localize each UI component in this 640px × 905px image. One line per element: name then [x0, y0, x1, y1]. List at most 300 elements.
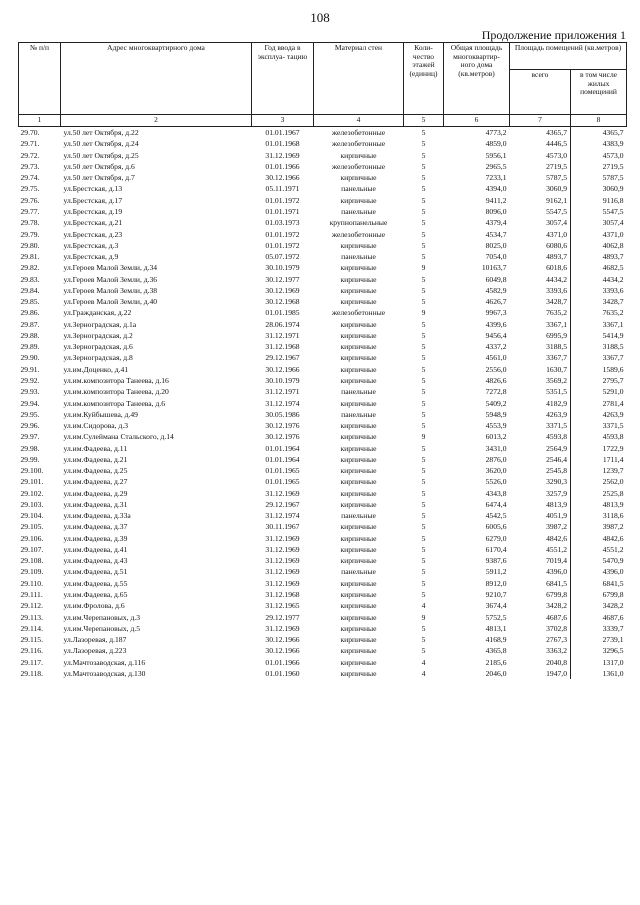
- cell-total-area: 2556,0: [485, 364, 507, 374]
- cell-address: ул.Брестская, д.21: [63, 218, 123, 228]
- cell-number: 29.90.: [20, 353, 40, 363]
- table-row: [19, 217, 627, 228]
- cell-area-residential: 3367,7: [571, 352, 627, 363]
- cell-area-residential: 4687,6: [571, 611, 627, 622]
- cell-address: ул.им.Фадеева, д.31: [63, 499, 128, 509]
- cell-area-all: 3257,9: [546, 488, 567, 498]
- cell-total-area: 8096,0: [485, 206, 507, 216]
- cell-total-area: 4337,2: [485, 342, 507, 352]
- cell-total-area: 9967,3: [485, 308, 507, 318]
- cell-year: 30.12.1968: [265, 297, 300, 307]
- cell-address: ул.Мачтозаводская, д.130: [63, 668, 146, 678]
- cell-material: кирпичные: [340, 421, 377, 431]
- cell-floors: 5: [421, 466, 426, 476]
- cell-area-residential: 2739,1: [571, 634, 627, 645]
- cell-material: кирпичные: [340, 488, 377, 498]
- cell-number: 29.97.: [20, 432, 40, 442]
- cell-area-residential: 4263,9: [571, 409, 627, 420]
- cell-address: ул.им.композитора Танеева, д.16: [63, 375, 169, 385]
- cell-address: ул.им.Фролова, д.6: [63, 601, 125, 611]
- cell-year: 01.01.1967: [265, 128, 300, 138]
- cell-area-all: 3702,8: [546, 623, 567, 633]
- cell-number: 29.96.: [20, 421, 40, 431]
- cell-area-all: 5787,5: [546, 173, 567, 183]
- table-row: [19, 375, 627, 386]
- cell-material: кирпичные: [340, 635, 377, 645]
- cell-area-all: 3569,2: [546, 375, 567, 385]
- cell-area-residential: 4365,7: [571, 127, 627, 139]
- cell-address: ул.50 лет Октября, д.24: [63, 139, 139, 149]
- cell-area-all: 9162,1: [546, 195, 567, 205]
- cell-address: ул.им.Фадеева, д.25: [63, 466, 128, 476]
- cell-area-residential: 1589,6: [571, 364, 627, 375]
- cell-address: ул.им.Сидорова, д.3: [63, 421, 129, 431]
- cell-area-all: 4365,7: [546, 128, 567, 138]
- cell-floors: 5: [421, 499, 426, 509]
- cell-total-area: 5911,2: [485, 567, 507, 577]
- cell-number: 29.70.: [20, 128, 40, 138]
- cell-address: ул.им.композитора Танеева, д.20: [63, 387, 169, 397]
- cell-floors: 5: [421, 533, 426, 543]
- cell-year: 30.12.1966: [265, 173, 300, 183]
- cell-area-all: 4446,5: [546, 139, 567, 149]
- cell-area-all: 7635,2: [546, 308, 567, 318]
- cell-material: железобетонные: [331, 161, 386, 171]
- cell-floors: 5: [421, 161, 426, 171]
- cell-address: ул.50 лет Октября, д.25: [63, 150, 139, 160]
- cell-year: 01.01.1964: [265, 454, 300, 464]
- header-material: Материал стен: [314, 43, 404, 115]
- cell-area-residential: 3296,5: [571, 645, 627, 656]
- cell-number: 29.82.: [20, 263, 40, 273]
- cell-total-area: 7272,8: [485, 387, 507, 397]
- cell-number: 29.110.: [20, 578, 43, 588]
- table-row: [19, 454, 627, 465]
- cell-year: 30.10.1979: [265, 263, 300, 273]
- cell-year: 31.12.1969: [265, 544, 300, 554]
- cell-total-area: 5956,1: [485, 150, 507, 160]
- table-row: [19, 465, 627, 476]
- cell-area-residential: 2781,4: [571, 397, 627, 408]
- cell-material: кирпичные: [340, 623, 377, 633]
- cell-area-all: 2040,8: [546, 657, 567, 667]
- cell-floors: 5: [421, 139, 426, 149]
- cell-year: 31.12.1968: [265, 590, 300, 600]
- cell-year: 31.12.1969: [265, 578, 300, 588]
- table-row: [19, 420, 627, 431]
- cell-material: кирпичные: [340, 578, 377, 588]
- cell-material: кирпичные: [340, 375, 377, 385]
- cell-address: ул.Лазоревая, д.223: [63, 646, 127, 656]
- cell-total-area: 6005,6: [485, 522, 507, 532]
- cell-total-area: 4561,0: [485, 353, 507, 363]
- cell-area-residential: 2719,5: [571, 161, 627, 172]
- cell-material: кирпичные: [340, 297, 377, 307]
- cell-address: ул.Зерноградская, д.1а: [63, 319, 137, 329]
- cell-number: 29.115.: [20, 635, 43, 645]
- header-num: № п/п: [19, 43, 61, 115]
- cell-address: ул.Лазоревая, д.187: [63, 635, 127, 645]
- table-row: [19, 611, 627, 622]
- cell-floors: 5: [421, 567, 426, 577]
- cell-year: 31.12.1968: [265, 342, 300, 352]
- cell-number: 29.118.: [20, 668, 43, 678]
- table-row: [19, 150, 627, 161]
- cell-year: 01.01.1965: [265, 466, 300, 476]
- cell-floors: 5: [421, 319, 426, 329]
- cell-number: 29.81.: [20, 252, 40, 262]
- cell-material: кирпичные: [340, 556, 377, 566]
- cell-material: кирпичные: [340, 612, 377, 622]
- cell-material: кирпичные: [340, 477, 377, 487]
- header-index: 2: [61, 115, 252, 127]
- cell-address: ул.Зерноградская, д.6: [63, 342, 133, 352]
- cell-total-area: 4773,2: [485, 128, 507, 138]
- table-row: [19, 578, 627, 589]
- cell-address: ул.им.Фадеева, д.37: [63, 522, 128, 532]
- header-total-area: Общая площадь многоквартир- ного дома (кв.метров): [444, 43, 510, 115]
- cell-material: кирпичные: [340, 398, 377, 408]
- cell-total-area: 4399,6: [485, 319, 507, 329]
- table-row: [19, 488, 627, 499]
- cell-total-area: 4168,9: [485, 635, 507, 645]
- header-all: всего: [510, 70, 571, 115]
- table-row: [19, 240, 627, 251]
- cell-floors: 5: [421, 375, 426, 385]
- header-residential: в том числе жилых помещений: [571, 70, 627, 115]
- cell-material: панельные: [341, 252, 376, 262]
- cell-year: 01.01.1972: [265, 240, 300, 250]
- table-row: [19, 533, 627, 544]
- cell-area-all: 3060,9: [546, 184, 567, 194]
- cell-area-residential: 3367,1: [571, 319, 627, 330]
- cell-number: 29.98.: [20, 443, 40, 453]
- table-row: [19, 127, 627, 139]
- cell-year: 31.12.1969: [265, 623, 300, 633]
- cell-area-all: 1947,0: [546, 668, 567, 678]
- cell-material: железобетонные: [331, 308, 386, 318]
- cell-material: кирпичные: [340, 432, 377, 442]
- cell-year: 31.12.1965: [265, 601, 300, 611]
- cell-area-all: 4593,8: [546, 432, 567, 442]
- cell-floors: 5: [421, 522, 426, 532]
- cell-area-all: 4263,9: [546, 409, 567, 419]
- table-row: [19, 341, 627, 352]
- cell-area-all: 3428,7: [546, 297, 567, 307]
- cell-address: ул.им.композитора Танеева, д.6: [63, 398, 166, 408]
- cell-area-all: 3371,5: [546, 421, 567, 431]
- cell-area-residential: 3987,2: [571, 521, 627, 532]
- cell-number: 29.78.: [20, 218, 40, 228]
- cell-area-all: 4813,9: [546, 499, 567, 509]
- cell-floors: 9: [421, 308, 426, 318]
- cell-address: ул.им.Фадеева, д.39: [63, 533, 128, 543]
- cell-area-residential: 1361,0: [571, 668, 627, 679]
- cell-number: 29.93.: [20, 387, 40, 397]
- cell-floors: 5: [421, 353, 426, 363]
- cell-number: 29.103.: [20, 499, 44, 509]
- cell-floors: 5: [421, 443, 426, 453]
- cell-number: 29.88.: [20, 330, 40, 340]
- cell-year: 30.12.1976: [265, 421, 300, 431]
- cell-address: ул.Героев Малой Земли, д.34: [63, 263, 158, 273]
- cell-area-residential: 4396,0: [571, 566, 627, 577]
- cell-area-residential: 3188,5: [571, 341, 627, 352]
- cell-number: 29.109.: [20, 567, 44, 577]
- cell-address: ул.Брестская, д.13: [63, 184, 123, 194]
- cell-material: кирпичные: [340, 274, 377, 284]
- cell-area-residential: 3428,7: [571, 296, 627, 307]
- header-index: 3: [252, 115, 314, 127]
- cell-total-area: 2046,0: [485, 668, 507, 678]
- cell-total-area: 3431,0: [485, 443, 507, 453]
- cell-floors: 9: [421, 432, 426, 442]
- cell-year: 01.03.1973: [265, 218, 300, 228]
- cell-area-all: 6995,9: [546, 330, 567, 340]
- cell-total-area: 4826,6: [485, 375, 507, 385]
- cell-address: ул.Брестская, д.3: [63, 240, 119, 250]
- cell-area-residential: 2562,0: [571, 476, 627, 487]
- cell-address: ул.Гражданская, д.22: [63, 308, 132, 318]
- cell-area-residential: 5414,9: [571, 330, 627, 341]
- cell-address: ул.им.Фадеева, д.33а: [63, 511, 131, 521]
- table-row: [19, 319, 627, 330]
- cell-area-all: 6018,6: [546, 263, 567, 273]
- cell-number: 29.113.: [20, 612, 43, 622]
- table-row: [19, 589, 627, 600]
- cell-total-area: 6013,2: [485, 432, 507, 442]
- cell-floors: 5: [421, 184, 426, 194]
- cell-address: ул.Героев Малой Земли, д.36: [63, 274, 158, 284]
- cell-year: 01.01.1972: [265, 229, 300, 239]
- cell-number: 29.104.: [20, 511, 44, 521]
- cell-floors: 5: [421, 364, 426, 374]
- cell-year: 30.12.1966: [265, 635, 300, 645]
- cell-area-all: 2546,4: [546, 454, 567, 464]
- cell-area-all: 4182,9: [546, 398, 567, 408]
- cell-area-all: 1630,7: [546, 364, 567, 374]
- cell-number: 29.89.: [20, 342, 40, 352]
- cell-year: 31.12.1971: [265, 330, 300, 340]
- cell-year: 31.12.1969: [265, 533, 300, 543]
- cell-number: 29.108.: [20, 556, 44, 566]
- cell-material: железобетонные: [331, 139, 386, 149]
- cell-material: кирпичные: [340, 319, 377, 329]
- cell-area-residential: 4551,2: [571, 544, 627, 555]
- cell-area-all: 6080,6: [546, 240, 567, 250]
- cell-total-area: 6474,4: [485, 499, 507, 509]
- cell-area-all: 2545,8: [546, 466, 567, 476]
- cell-material: кирпичные: [340, 353, 377, 363]
- cell-address: ул.им.Фадеева, д.43: [63, 556, 128, 566]
- cell-material: кирпичные: [340, 364, 377, 374]
- cell-total-area: 4534,7: [485, 229, 507, 239]
- cell-material: кирпичные: [340, 454, 377, 464]
- cell-floors: 5: [421, 285, 426, 295]
- cell-total-area: 9210,7: [485, 590, 507, 600]
- cell-area-residential: 4842,6: [571, 533, 627, 544]
- cell-total-area: 9387,6: [485, 556, 507, 566]
- cell-material: кирпичные: [340, 150, 377, 160]
- table-row: [19, 262, 627, 273]
- cell-area-residential: 3339,7: [571, 623, 627, 634]
- cell-number: 29.71.: [20, 139, 40, 149]
- cell-area-residential: 7635,2: [571, 307, 627, 318]
- cell-area-residential: 1239,7: [571, 465, 627, 476]
- cell-area-all: 3367,7: [546, 353, 567, 363]
- header-premises: Площадь помещений (кв.метров): [510, 43, 627, 70]
- cell-floors: 4: [421, 657, 426, 667]
- cell-area-residential: 6841,5: [571, 578, 627, 589]
- cell-area-residential: 1722,9: [571, 442, 627, 453]
- cell-material: кирпичные: [340, 590, 377, 600]
- cell-year: 01.01.1960: [265, 668, 300, 678]
- table-row: [19, 544, 627, 555]
- cell-floors: 5: [421, 173, 426, 183]
- cell-address: ул.Зерноградская, д.8: [63, 353, 133, 363]
- cell-area-residential: 4062,8: [571, 240, 627, 251]
- cell-floors: 5: [421, 590, 426, 600]
- cell-floors: 5: [421, 330, 426, 340]
- cell-area-residential: 3393,6: [571, 285, 627, 296]
- cell-area-all: 3290,3: [546, 477, 567, 487]
- cell-area-residential: 5547,5: [571, 206, 627, 217]
- header-index: 7: [510, 115, 571, 127]
- cell-number: 29.72.: [20, 150, 40, 160]
- cell-area-all: 5351,5: [546, 387, 567, 397]
- page-number: 108: [310, 10, 330, 25]
- cell-year: 01.01.1966: [265, 161, 300, 171]
- table-row: [19, 409, 627, 420]
- cell-area-residential: 1317,0: [571, 656, 627, 667]
- cell-floors: 5: [421, 297, 426, 307]
- cell-floors: 5: [421, 544, 426, 554]
- table-row: [19, 296, 627, 307]
- cell-address: ул.им.Фадеева, д.65: [63, 590, 128, 600]
- cell-area-residential: 5787,5: [571, 172, 627, 183]
- appendix-caption: Продолжение приложения 1: [481, 28, 626, 42]
- table-row: [19, 195, 627, 206]
- cell-material: кирпичные: [340, 646, 377, 656]
- cell-total-area: 7233,1: [485, 173, 507, 183]
- cell-total-area: 4365,8: [485, 646, 507, 656]
- cell-year: 01.01.1966: [265, 657, 300, 667]
- cell-number: 29.94.: [20, 398, 40, 408]
- cell-floors: 4: [421, 601, 426, 611]
- cell-area-all: 4371,0: [546, 229, 567, 239]
- table-row: [19, 206, 627, 217]
- cell-year: 29.12.1967: [265, 499, 300, 509]
- cell-material: панельные: [341, 567, 376, 577]
- cell-year: 01.01.1964: [265, 443, 300, 453]
- cell-address: ул.50 лет Октября, д.22: [63, 128, 139, 138]
- table-row: [19, 476, 627, 487]
- table-row: [19, 623, 627, 634]
- cell-material: кирпичные: [340, 657, 377, 667]
- cell-number: 29.116.: [20, 646, 43, 656]
- cell-number: 29.91.: [20, 364, 40, 374]
- cell-area-residential: 4893,7: [571, 251, 627, 262]
- cell-floors: 5: [421, 578, 426, 588]
- cell-year: 01.01.1972: [265, 195, 300, 205]
- cell-address: ул.им.Фадеева, д.29: [63, 488, 128, 498]
- cell-material: панельные: [341, 206, 376, 216]
- table-row: [19, 521, 627, 532]
- cell-total-area: 6049,8: [485, 274, 507, 284]
- cell-material: кирпичные: [340, 522, 377, 532]
- cell-address: ул.им.Фадеева, д.21: [63, 454, 128, 464]
- cell-floors: 5: [421, 387, 426, 397]
- table-row: [19, 352, 627, 363]
- table-row: [19, 510, 627, 521]
- cell-number: 29.100.: [20, 466, 44, 476]
- cell-area-all: 2719,5: [546, 161, 567, 171]
- cell-address: ул.им.Фадеева, д.27: [63, 477, 128, 487]
- cell-total-area: 7054,0: [485, 252, 507, 262]
- cell-year: 31.12.1969: [265, 150, 300, 160]
- cell-total-area: 3674,4: [485, 601, 507, 611]
- table-row: [19, 499, 627, 510]
- cell-area-all: 7019,4: [546, 556, 567, 566]
- cell-address: ул.им.Черепановых, д.5: [63, 623, 141, 633]
- cell-area-all: 3188,5: [546, 342, 567, 352]
- cell-floors: 5: [421, 342, 426, 352]
- header-address: Адрес многоквартирного дома: [61, 43, 252, 115]
- cell-number: 29.77.: [20, 206, 40, 216]
- cell-area-residential: 2525,8: [571, 488, 627, 499]
- cell-total-area: 2876,0: [485, 454, 507, 464]
- cell-number: 29.112.: [20, 601, 43, 611]
- cell-number: 29.76.: [20, 195, 40, 205]
- cell-address: ул.им.Фадеева, д.55: [63, 578, 128, 588]
- cell-area-residential: 9116,8: [571, 195, 627, 206]
- cell-area-residential: 3371,5: [571, 420, 627, 431]
- table-row: [19, 386, 627, 397]
- cell-total-area: 4582,9: [485, 285, 507, 295]
- cell-floors: 5: [421, 511, 426, 521]
- cell-year: 30.11.1967: [265, 522, 300, 532]
- cell-address: ул.Брестская, д.9: [63, 252, 119, 262]
- cell-year: 31.12.1969: [265, 488, 300, 498]
- cell-floors: 5: [421, 128, 426, 138]
- table-row: [19, 668, 627, 679]
- cell-address: ул.Брестская, д.23: [63, 229, 123, 239]
- cell-material: кирпичные: [340, 544, 377, 554]
- header-index: 4: [314, 115, 404, 127]
- cell-area-all: 2767,3: [546, 635, 567, 645]
- cell-area-all: 4573,0: [546, 150, 567, 160]
- cell-material: крупнопанельные: [329, 218, 388, 228]
- cell-area-residential: 2795,7: [571, 375, 627, 386]
- cell-area-residential: 3060,9: [571, 183, 627, 194]
- cell-area-residential: 5470,9: [571, 555, 627, 566]
- cell-address: ул.Героев Малой Земли, д.40: [63, 297, 158, 307]
- cell-number: 29.111.: [20, 590, 43, 600]
- cell-number: 29.99.: [20, 454, 40, 464]
- cell-year: 29.12.1967: [265, 353, 300, 363]
- cell-total-area: 6170,4: [485, 544, 507, 554]
- cell-address: ул.им.Черепановых, д.3: [63, 612, 141, 622]
- cell-floors: 9: [421, 263, 426, 273]
- cell-total-area: 8025,0: [485, 240, 507, 250]
- cell-year: 30.12.1966: [265, 646, 300, 656]
- cell-address: ул.им.Фадеева, д.41: [63, 544, 128, 554]
- cell-address: ул.им.Фадеева, д.11: [63, 443, 128, 453]
- cell-area-residential: 3057,4: [571, 217, 627, 228]
- cell-number: 29.87.: [20, 319, 40, 329]
- cell-floors: 5: [421, 229, 426, 239]
- cell-number: 29.92.: [20, 375, 40, 385]
